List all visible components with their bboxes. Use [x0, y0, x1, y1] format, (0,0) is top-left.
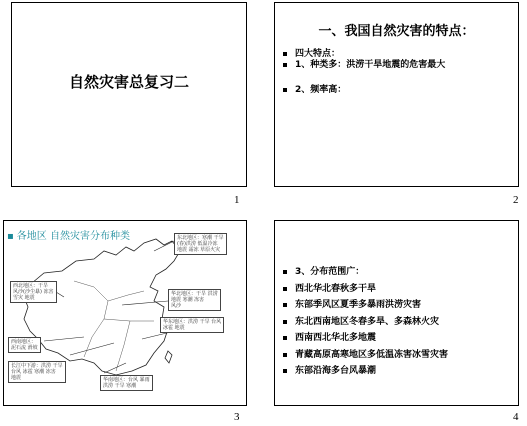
- slide-4[interactable]: [274, 220, 519, 406]
- bullet-item: 西北华北春秋多干旱: [281, 284, 516, 295]
- slide-1-number: 1: [234, 194, 240, 206]
- slide-3-title: ▪ 各地区 自然灾害分布种类: [7, 227, 130, 242]
- slide-2-title: 一、我国自然灾害的特点：: [318, 24, 475, 39]
- bullet-item: 东部沿海多台风暴潮: [281, 366, 516, 377]
- map-label-southwest: 西南地区： 泥石流 滑坡: [8, 337, 41, 353]
- bullet-item: 青藏高原高寒地区多低温冻害冰雪灾害: [281, 350, 516, 361]
- map-label-south-china: 华南地区：台风 暴雨 洪涝 干旱 寒潮: [100, 375, 153, 391]
- map-label-east-china: 华东地区：洪涝 干旱 台风 冰雹 地震: [160, 317, 224, 333]
- slide-2-bullets: [281, 49, 513, 96]
- map-label-northwest: 西北地区：干旱 风沙(沙尘暴) 冻害 雪灾 地震: [10, 281, 57, 303]
- bullet-item: 1、种类多：洪涝干旱地震的危害最大: [281, 60, 513, 71]
- slide-2[interactable]: [274, 2, 519, 187]
- region-borders: [74, 281, 154, 371]
- map-label-yangtze: 长江中下游：洪涝 干旱 台风 冰雹 寒潮 冻害 地震: [8, 361, 66, 383]
- bullet-item: 东北西南地区冬春多旱、多森林火灾: [281, 317, 516, 328]
- slide-3-number: 3: [234, 411, 240, 423]
- bullet-item: 东部季风区夏季多暴雨洪涝灾害: [281, 300, 516, 311]
- map-label-northeast: 东北地区：寒潮 干旱 (春)洪涝 低温冷冻 地震 霜冻 草原火灾: [174, 233, 227, 255]
- taiwan-outline: [165, 351, 172, 363]
- slide-2-number: 2: [513, 194, 519, 206]
- slide-1[interactable]: [11, 2, 247, 187]
- slide-4-number: 4: [513, 411, 519, 423]
- bullet-item: 3、分布范围广：: [281, 267, 516, 278]
- bullet-item: 四大特点：: [281, 49, 513, 60]
- map-label-north-china: 华北地区：干旱 洪涝 地震 寒潮 冻害 风沙: [168, 289, 221, 311]
- slide-3[interactable]: [3, 220, 247, 406]
- bullet-item: 西南西北华北多地震: [281, 333, 516, 344]
- bullet-item: 2、频率高：: [281, 85, 513, 96]
- china-map-outline: [24, 239, 180, 375]
- slide-4-bullets: [281, 267, 516, 383]
- slide-1-title: 自然灾害总复习二: [68, 73, 189, 91]
